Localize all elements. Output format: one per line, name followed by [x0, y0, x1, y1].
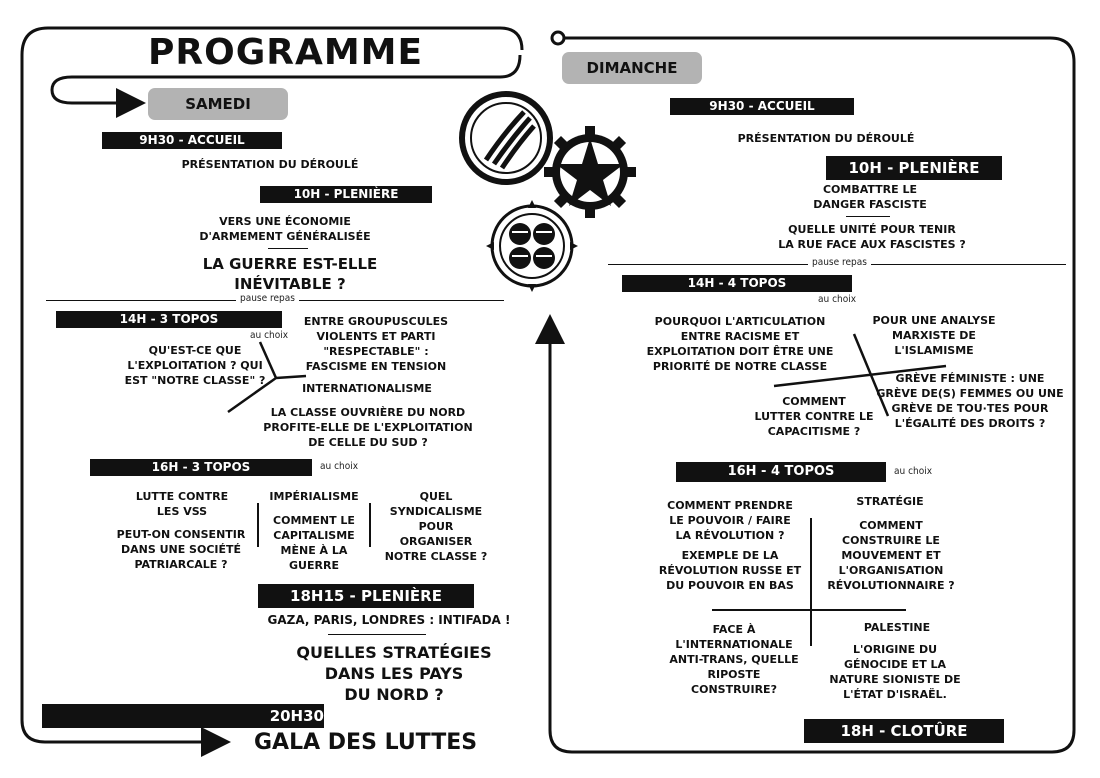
- dimanche-cloture-bar: 18H - CLOTÛRE: [804, 719, 1004, 743]
- samedi-pause-label: pause repas: [236, 293, 299, 304]
- samedi-topos16-item-3: IMPÉRIALISME: [269, 490, 359, 503]
- samedi-pleniere-main: LA GUERRE EST-ELLE INÉVITABLE ?: [202, 255, 378, 293]
- samedi-pleniere-bar: 10H - PLENIÈRE: [260, 186, 432, 203]
- dimanche-topos14-item-3: COMMENT LUTTER CONTRE LE CAPACITISME ?: [754, 395, 874, 438]
- dimanche-topos14-item-2: POUR UNE ANALYSE MARXISTE DE L'ISLAMISME: [872, 314, 996, 357]
- dimanche-topos16-item-4: COMMENT CONSTRUIRE LE MOUVEMENT ET L'ORGANISATION RÉVOLUTIONNAIRE ?: [827, 519, 955, 592]
- samedi-topos16-item-4: COMMENT LE CAPITALISME MÈNE À LA GUERRE: [273, 514, 355, 572]
- page-title: PROGRAMME: [148, 32, 424, 73]
- dimanche-pleniere-sub: COMBATTRE LE DANGER FASCISTE: [813, 183, 927, 211]
- dimanche-topos16-choice: au choix: [894, 466, 933, 477]
- samedi-accueil-bar: 9H30 - ACCUEIL: [102, 132, 282, 149]
- dimanche-topos16-item-1: COMMENT PRENDRE LE POUVOIR / FAIRE LA RÉVOLUTION ?: [667, 499, 793, 542]
- samedi-pleniere2-main: QUELLES STRATÉGIES DANS LES PAYS DU NORD ?: [296, 643, 492, 704]
- samedi-gala-time-bar: 20H30: [42, 704, 324, 728]
- dimanche-day-label: DIMANCHE: [562, 52, 702, 84]
- samedi-topos14-choice: au choix: [250, 330, 289, 341]
- claw-gear-icon: [456, 88, 556, 188]
- samedi-topos16-item-5: QUEL SYNDICALISME POUR ORGANISER NOTRE CLASSE ?: [384, 490, 488, 563]
- dimanche-pleniere-bar: 10H - PLENIÈRE: [826, 156, 1002, 180]
- dimanche-topos16-item-7: L'ORIGINE DU GÉNOCIDE ET LA NATURE SIONISTE DE L'ÉTAT D'ISRAËL.: [829, 643, 961, 701]
- dimanche-pleniere-divider: [846, 216, 890, 217]
- samedi-pleniere-sub: VERS UNE ÉCONOMIE D'ARMEMENT GÉNÉRALISÉE: [199, 215, 371, 243]
- samedi-topos14-item-3: INTERNATIONALISME: [302, 382, 432, 395]
- fists-gear-icon: [482, 196, 582, 296]
- dimanche-topos16-divider-h: [712, 609, 906, 611]
- dimanche-topos14-item-1: POURQUOI L'ARTICULATION ENTRE RACISME ET EXPLOITATION DOIT ÊTRE UNE PRIORITÉ DE NOTRE CLASSE: [646, 315, 834, 373]
- samedi-day-label: SAMEDI: [148, 88, 288, 120]
- samedi-topos16-item-2: PEUT-ON CONSENTIR DANS UNE SOCIÉTÉ PATRIARCALE ?: [116, 528, 246, 571]
- dimanche-topos16-item-6: PALESTINE: [863, 621, 931, 634]
- samedi-pleniere2-bar: 18H15 - PLENIÈRE: [258, 584, 474, 608]
- dimanche-topos16-bar: 16H - 4 TOPOS: [676, 462, 886, 482]
- samedi-pleniere2-sub: GAZA, PARIS, LONDRES : INTIFADA !: [267, 613, 511, 627]
- dimanche-accueil-bar: 9H30 - ACCUEIL: [670, 98, 854, 115]
- samedi-topos14-item-2: ENTRE GROUPUSCULES VIOLENTS ET PARTI "RESPECTABLE" : FASCISME EN TENSION: [303, 315, 449, 373]
- samedi-topos14-item-1: QU'EST-CE QUE L'EXPLOITATION ? QUI EST "NOTRE CLASSE" ?: [124, 344, 266, 387]
- dimanche-topos14-choice: au choix: [818, 294, 857, 305]
- samedi-gala-title: GALA DES LUTTES: [254, 730, 478, 755]
- samedi-topos16-item-1: LUTTE CONTRE LES VSS: [135, 490, 229, 518]
- dimanche-topos16-item-2: EXEMPLE DE LA RÉVOLUTION RUSSE ET DU POUVOIR EN BAS: [658, 549, 802, 592]
- dimanche-topos16-item-3: STRATÉGIE: [856, 495, 924, 508]
- samedi-topos16-bar: 16H - 3 TOPOS: [90, 459, 312, 476]
- samedi-pleniere-divider: [268, 248, 308, 249]
- dimanche-topos16-item-5: FACE À L'INTERNATIONALE ANTI-TRANS, QUELLE RIPOSTE CONSTRUIRE?: [669, 623, 799, 696]
- samedi-topos14-item-4: LA CLASSE OUVRIÈRE DU NORD PROFITE-ELLE DE L'EXPLOITATION DE CELLE DU SUD ?: [263, 406, 473, 449]
- dimanche-topos14-bar: 14H - 4 TOPOS: [622, 275, 852, 292]
- samedi-topos16-divider-2: [369, 503, 371, 547]
- samedi-pleniere2-divider: [328, 634, 426, 635]
- samedi-topos16-divider-1: [257, 503, 259, 547]
- dimanche-pause-label: pause repas: [808, 257, 871, 268]
- samedi-topos14-bar: 14H - 3 TOPOS: [56, 311, 282, 328]
- dimanche-presentation: PRÉSENTATION DU DÉROULÉ: [737, 132, 915, 145]
- samedi-presentation: PRÉSENTATION DU DÉROULÉ: [181, 158, 359, 171]
- dimanche-topos14-item-4: GRÈVE FÉMINISTE : UNE GRÈVE DE(S) FEMMES OU UNE GRÈVE DE TOU·TES POUR L'ÉGALITÉ DES DROITS ?: [876, 372, 1064, 430]
- dimanche-pleniere-main: QUELLE UNITÉ POUR TENIR LA RUE FACE AUX FASCISTES ?: [778, 223, 966, 251]
- samedi-topos16-choice: au choix: [320, 461, 359, 472]
